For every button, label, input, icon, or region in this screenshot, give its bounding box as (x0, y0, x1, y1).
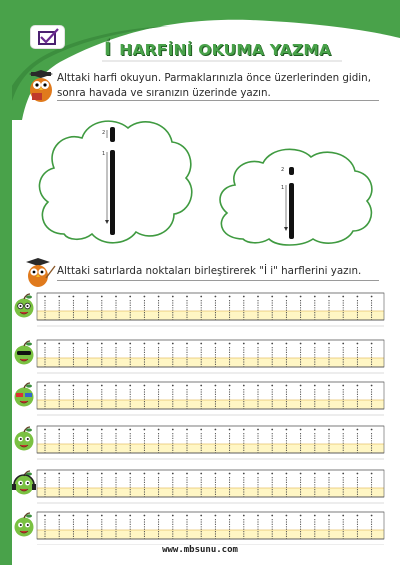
stroke-number: 1 (102, 151, 106, 157)
apple-sunglasses-icon (15, 341, 34, 365)
writing-row[interactable] (37, 382, 384, 415)
writing-row[interactable] (37, 470, 384, 503)
writing-row[interactable] (37, 512, 384, 545)
footer-url: www.mbsunu.com (162, 545, 238, 555)
writing-row[interactable] (37, 293, 384, 326)
apple-headphones-icon (12, 471, 36, 495)
instruction-second: Alttaki satırlarda noktaları birleştirerek "İ i" harflerini yazın. (57, 265, 362, 277)
apple-face-icon (15, 513, 34, 537)
instruction-first: Alttaki harfi okuyun. Parmaklarınızla önce üzerlerinden gidin, sonra havada ve sıranızın üzerinde yazın. (57, 72, 371, 99)
writing-row[interactable] (37, 426, 384, 459)
writing-row[interactable] (37, 340, 384, 373)
title-text: HARFİNİ OKUMA YAZMA (119, 41, 332, 59)
title-letter: İ (104, 38, 112, 60)
apple-face-icon (15, 427, 34, 451)
apple-glasses-icon (15, 294, 34, 318)
stroke-number: 2 (281, 167, 285, 173)
stroke-number: 2 (102, 130, 106, 136)
stroke-number: 1 (281, 185, 285, 191)
apple-3d-glasses-icon (15, 383, 34, 407)
